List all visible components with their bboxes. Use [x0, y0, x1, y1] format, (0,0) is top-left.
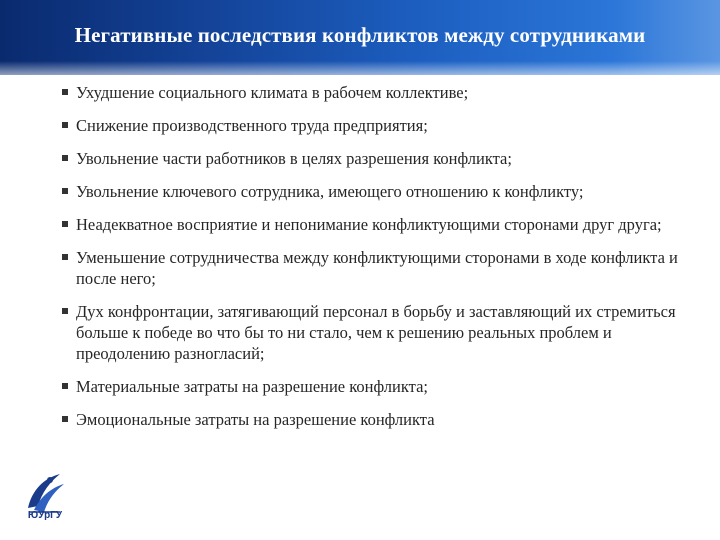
- bullet-item: [62, 148, 702, 169]
- university-logo-text: ЮУрГУ: [27, 510, 63, 521]
- bullet-text: Снижение производственного труда предприятия;: [76, 116, 428, 135]
- bullet-text: Уменьшение сотрудничества между конфликтующими сторонами в ходе конфликта и после него;: [76, 248, 678, 288]
- bullet-item: [62, 214, 702, 235]
- bullet-item: [62, 409, 702, 430]
- bullet-text: Неадекватное восприятие и непонимание конфликтующими сторонами друг друга;: [76, 215, 662, 234]
- bullet-square-icon: [62, 308, 68, 314]
- university-logo-icon: [20, 470, 70, 530]
- bullet-item: [62, 376, 702, 397]
- bullet-item: [62, 115, 702, 136]
- bullet-text: Эмоциональные затраты на разрешение конфликта: [76, 410, 435, 429]
- bullet-item: [62, 181, 702, 202]
- bullet-square-icon: [62, 383, 68, 389]
- bullet-text: Увольнение ключевого сотрудника, имеющего отношению к конфликту;: [76, 182, 584, 201]
- bullet-square-icon: [62, 221, 68, 227]
- bullet-square-icon: [62, 416, 68, 422]
- bullet-item: [62, 247, 702, 289]
- bullet-square-icon: [62, 122, 68, 128]
- bullet-list: [62, 82, 702, 442]
- bullet-text: Ухудшение социального климата в рабочем коллективе;: [76, 83, 469, 102]
- slide-title: Негативные последствия конфликтов между сотрудниками: [74, 23, 646, 47]
- bullet-item: [62, 301, 702, 364]
- bullet-text: Увольнение части работников в целях разрешения конфликта;: [76, 149, 512, 168]
- bullet-square-icon: [62, 254, 68, 260]
- bullet-text: Материальные затраты на разрешение конфликта;: [76, 377, 428, 396]
- bullet-text: Дух конфронтации, затягивающий персонал в борьбу и заставляющий их стремиться больше к победе во что бы то ни стало, чем к решению реальных проблем и преодолению разногласий;: [76, 302, 676, 363]
- bullet-square-icon: [62, 155, 68, 161]
- bullet-square-icon: [62, 188, 68, 194]
- bullet-square-icon: [62, 89, 68, 95]
- bullet-item: [62, 82, 702, 103]
